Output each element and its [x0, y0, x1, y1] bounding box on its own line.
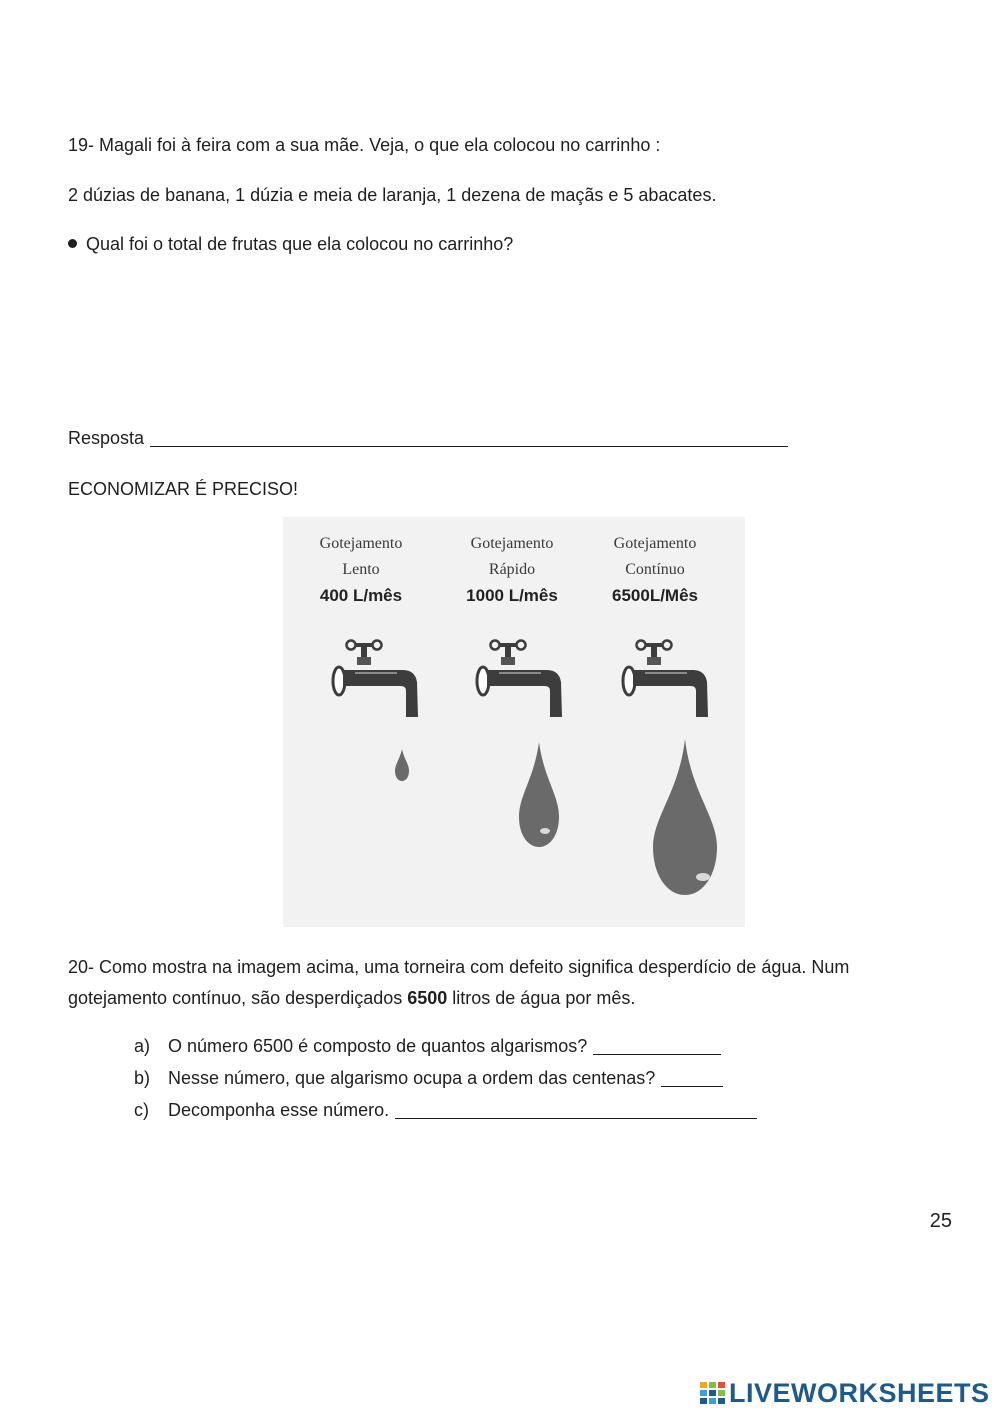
item-text: Nesse número, que algarismo ocupa a ordem das centenas?: [168, 1068, 656, 1088]
dripping-faucets-figure: [283, 517, 745, 927]
answer-blank[interactable]: [150, 428, 788, 447]
q20-item-c: [134, 1099, 757, 1121]
answer-blank-c[interactable]: [395, 1100, 757, 1119]
liveworksheets-grid-icon: [700, 1382, 726, 1404]
q19-answer-row: [68, 427, 788, 449]
figure-label-line2: Rápido: [488, 561, 536, 578]
figure-label-line1: Gotejamento: [319, 535, 403, 552]
q20-item-b: [134, 1067, 723, 1089]
faucet-icon-fast: [477, 641, 562, 718]
liveworksheets-logo: [700, 1378, 990, 1408]
figure-label-line2: Contínuo: [625, 561, 685, 578]
q19-question-row: [68, 233, 513, 255]
water-drop-medium-icon: [519, 742, 559, 847]
section-title: ECONOMIZAR É PRECISO!: [68, 479, 299, 499]
bullet-icon: [68, 239, 77, 248]
figure-rate: 1000 L/mês: [466, 586, 558, 605]
answer-blank-b[interactable]: [661, 1068, 723, 1087]
faucets-illustration: [283, 517, 745, 927]
item-text: Decomponha esse número.: [168, 1100, 390, 1120]
item-label: a): [134, 1036, 151, 1056]
figure-rate: 6500L/Mês: [612, 586, 698, 605]
item-label: c): [134, 1100, 149, 1120]
q20-intro-text-end: litros de água por mês.: [447, 988, 636, 1008]
q20-intro-text: 20- Como mostra na imagem acima, uma torneira com defeito significa desperdício de água. Num gotejamento contínuo, são desperdiçados: [68, 957, 850, 1008]
q20-intro: [68, 952, 948, 1014]
item-text: O número 6500 é composto de quantos algarismos?: [168, 1036, 588, 1056]
faucet-icon-continuous: [623, 641, 708, 718]
answer-blank-a[interactable]: [593, 1036, 721, 1055]
brand-name: LIVEWORKSHEETS: [729, 1377, 990, 1408]
figure-label-line2: Lento: [342, 561, 380, 578]
q19-items: 2 dúzias de banana, 1 dúzia e meia de laranja, 1 dezena de maçãs e 5 abacates.: [68, 185, 717, 205]
water-drop-small-icon: [395, 749, 409, 781]
water-drop-large-icon: [653, 739, 717, 895]
page-number: 25: [929, 1210, 952, 1232]
q20-item-a: [134, 1035, 721, 1057]
q19-title: 19- Magali foi à feira com a sua mãe. Veja, o que ela colocou no carrinho :: [68, 135, 661, 155]
answer-label: Resposta: [68, 428, 145, 448]
figure-rate: 400 L/mês: [319, 586, 403, 605]
figure-label-line1: Gotejamento: [613, 535, 697, 552]
faucet-icon-slow: [333, 641, 418, 718]
item-label: b): [134, 1068, 151, 1088]
figure-label-line1: Gotejamento: [470, 535, 554, 552]
q20-intro-number: 6500: [407, 988, 448, 1008]
q19-question: Qual foi o total de frutas que ela colocou no carrinho?: [86, 234, 514, 254]
